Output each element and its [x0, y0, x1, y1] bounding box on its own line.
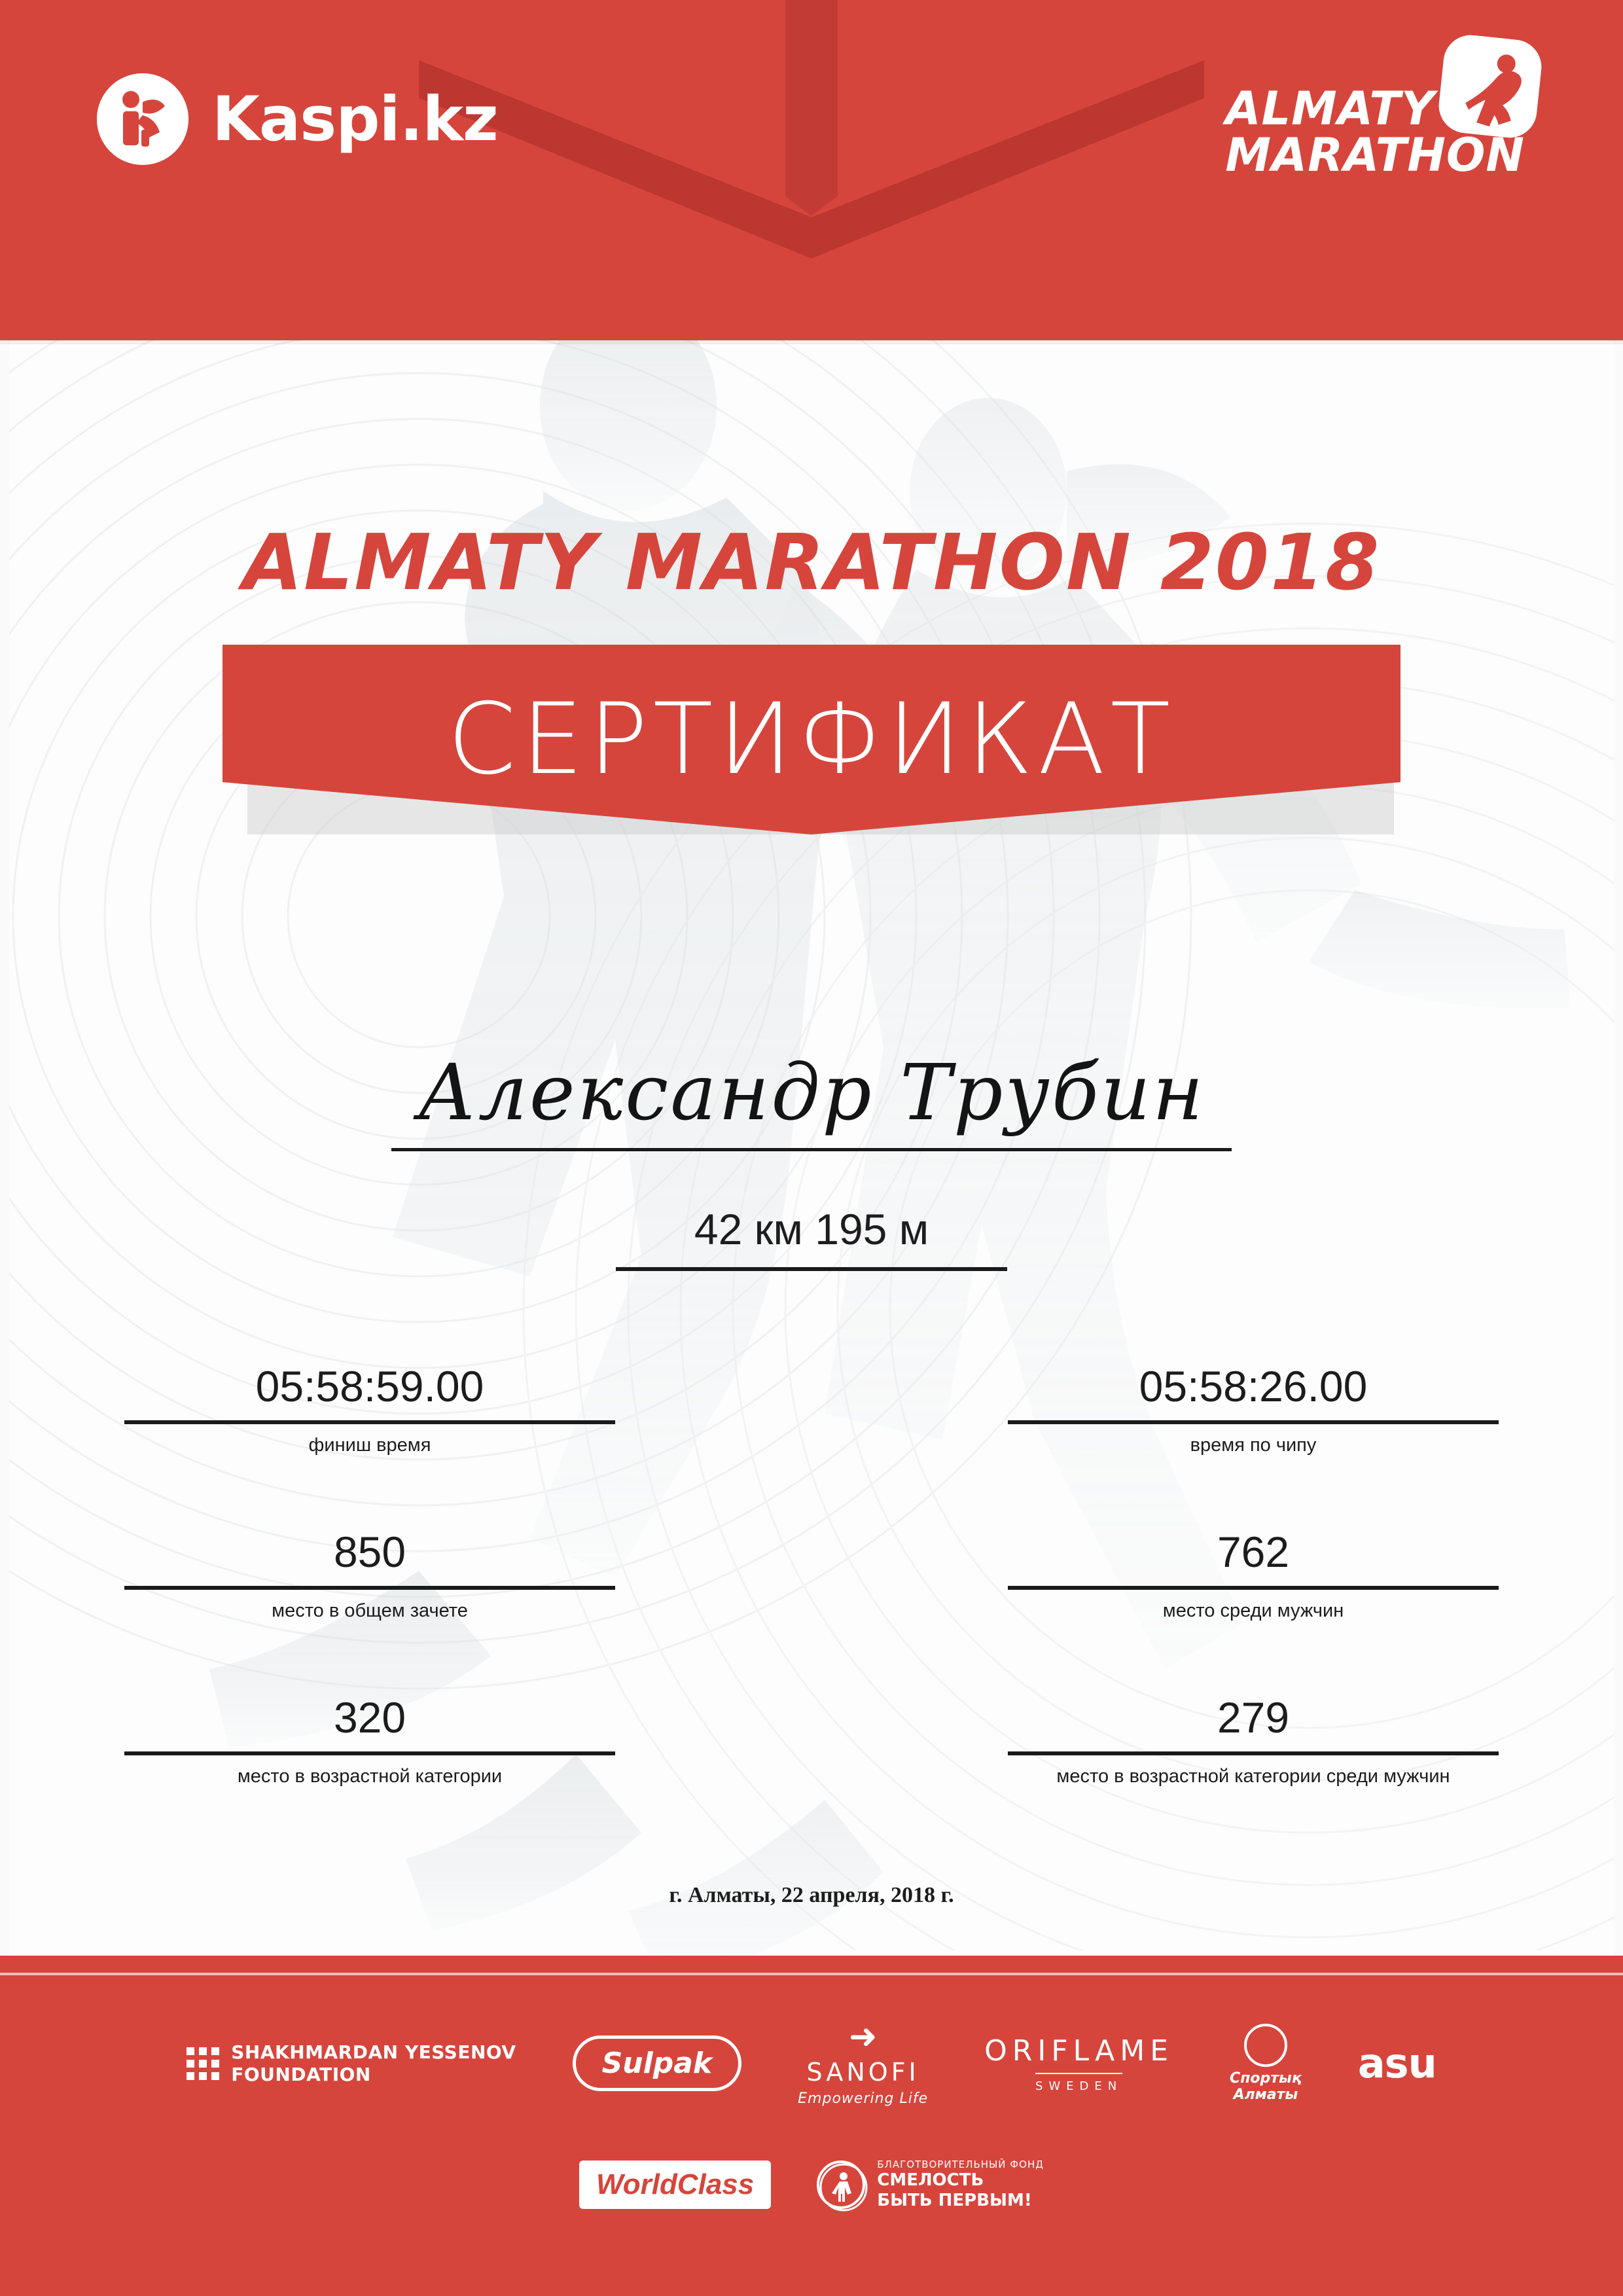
sponsor-name: SANOFI	[806, 2058, 919, 2087]
sponsor-yessenov-foundation	[187, 2041, 516, 2085]
almaty-marathon-logo	[1225, 49, 1525, 183]
sponsor-bold-foundation	[817, 2159, 1044, 2211]
header-chevron-notch	[419, 0, 1204, 340]
sponsor-name-part1: World	[596, 2168, 677, 2201]
result-chip-time	[1008, 1361, 1499, 1456]
result-value: 279	[1008, 1693, 1499, 1755]
band-divider	[0, 1973, 1623, 1975]
result-overall-place	[124, 1527, 615, 1622]
result-label: финиш время	[308, 1435, 431, 1456]
athlete-name-row	[0, 1047, 1623, 1151]
sport-almaty-emblem-icon	[1244, 2024, 1287, 2067]
sponsor-name-part2: Class	[677, 2168, 755, 2201]
kaspi-wordmark: Kaspi.kz	[212, 83, 498, 155]
sponsor-name: ORIFLAME	[984, 2034, 1174, 2068]
sponsors-row-2	[0, 2159, 1623, 2211]
sanofi-swirl-icon: ➜	[848, 2017, 878, 2056]
kaspi-circle-icon	[97, 73, 188, 165]
result-value: 762	[1008, 1527, 1499, 1590]
distance-value: 42 км 195 м	[616, 1204, 1007, 1271]
am-line1: ALMATY	[1225, 82, 1435, 135]
sponsor-asu: asu	[1357, 2039, 1436, 2087]
distance-row	[0, 1204, 1623, 1271]
sponsor-subtitle: SWEDEN	[1035, 2073, 1122, 2093]
result-label: место среди мужчин	[1162, 1600, 1344, 1621]
result-label: место в общем зачете	[272, 1600, 468, 1621]
bold-foundation-icon	[817, 2161, 865, 2209]
sponsor-kicker: БЛАГОТВОРИТЕЛЬНЫЙ ФОНД	[877, 2159, 1044, 2170]
result-label: место в возрастной категории среди мужчин	[1056, 1766, 1450, 1787]
sponsor-name-line1: СМЕЛОСТЬ	[877, 2170, 984, 2190]
result-value: 850	[124, 1527, 615, 1590]
kaspi-logo	[97, 73, 498, 165]
certificate-heading: СЕРТИФИКАТ	[447, 683, 1176, 797]
almaty-marathon-wordmark	[1225, 49, 1525, 183]
place-and-date: г. Алматы, 22 апреля, 2018 г.	[669, 1883, 954, 1907]
sponsor-name-line2: БЫТЬ ПЕРВЫМ!	[877, 2191, 1032, 2211]
result-finish-time	[124, 1361, 615, 1456]
result-label: место в возрастной категории	[237, 1766, 503, 1787]
sponsors-band	[0, 1956, 1623, 2296]
sponsor-name-line2: FOUNDATION	[231, 2063, 371, 2085]
sponsor-name-line1: Спортық	[1230, 2070, 1302, 2087]
sponsors-row-1	[0, 2017, 1623, 2107]
sponsor-name-line1: SHAKHMARDAN YESSENOV	[231, 2041, 516, 2064]
sponsor-sulpak: Sulpak	[573, 2036, 742, 2091]
sponsor-sanofi	[798, 2017, 929, 2107]
sponsor-world-class	[579, 2161, 771, 2209]
event-title: ALMATY MARATHON 2018	[242, 517, 1381, 607]
result-value: 05:58:26.00	[1008, 1361, 1499, 1424]
am-line2: MARATHON	[1225, 128, 1525, 183]
result-value: 320	[124, 1693, 615, 1755]
result-value: 05:58:59.00	[124, 1361, 615, 1424]
result-label: время по чипу	[1190, 1435, 1317, 1456]
result-men-place	[1008, 1527, 1499, 1622]
sponsor-tagline: Empowering Life	[798, 2090, 929, 2107]
sponsor-oriflame	[984, 2034, 1173, 2093]
sponsor-name-line2: Алматы	[1233, 2086, 1298, 2103]
sponsor-sport-almaty	[1230, 2024, 1302, 2102]
result-age-category-place	[124, 1693, 615, 1787]
athlete-name: Александр Трубин	[391, 1047, 1231, 1151]
result-age-category-men-place	[1008, 1693, 1499, 1787]
results-grid	[124, 1361, 1499, 1787]
yessenov-mark-icon	[187, 2047, 219, 2080]
